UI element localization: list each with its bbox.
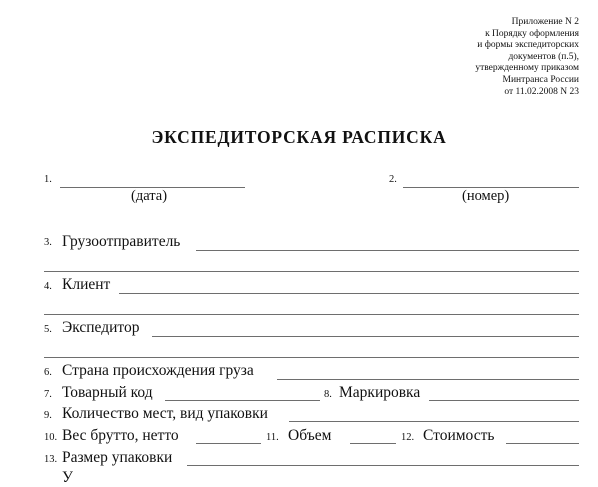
packages-label: Количество мест, вид упаковки bbox=[62, 405, 268, 422]
field-number-9: 9. bbox=[44, 410, 52, 421]
weight-label: Вес брутто, нетто bbox=[62, 427, 179, 444]
origin-country-field[interactable] bbox=[277, 379, 579, 380]
field-number-13: 13. bbox=[44, 454, 58, 465]
shipper-label: Грузоотправитель bbox=[62, 233, 181, 250]
value-field[interactable] bbox=[506, 443, 579, 444]
marking-label: Маркировка bbox=[339, 384, 421, 401]
field-number-12: 12. bbox=[401, 432, 415, 443]
field-number-11: 11. bbox=[266, 432, 279, 443]
package-size-label: Размер упаковки bbox=[62, 449, 173, 466]
field-number-1: 1. bbox=[44, 174, 52, 185]
field-number-4: 4. bbox=[44, 281, 52, 292]
forwarder-continuation-line[interactable] bbox=[44, 357, 579, 358]
forwarder-field[interactable] bbox=[152, 336, 579, 337]
package-size-field[interactable] bbox=[187, 465, 579, 466]
appendix-line: Приложение N 2 bbox=[511, 17, 579, 27]
commodity-code-field[interactable] bbox=[165, 400, 320, 401]
volume-field[interactable] bbox=[350, 443, 396, 444]
field-number-10: 10. bbox=[44, 432, 58, 443]
appendix-line: документов (п.5), bbox=[508, 51, 579, 62]
packages-field[interactable] bbox=[289, 421, 579, 422]
appendix-line: и формы экспедиторских bbox=[477, 40, 579, 51]
field-number-5: 5. bbox=[44, 324, 52, 335]
field-number-6: 6. bbox=[44, 367, 52, 378]
appendix-line: к Порядку оформления bbox=[485, 28, 579, 39]
cropped-text-fragment: У bbox=[62, 469, 73, 486]
appendix-note bbox=[475, 17, 579, 98]
field-number-7: 7. bbox=[44, 389, 52, 400]
appendix-line: утвержденному приказом bbox=[475, 63, 579, 74]
appendix-line: Минтранса России bbox=[502, 74, 579, 85]
appendix-line: от 11.02.2008 N 23 bbox=[504, 86, 579, 97]
shipper-continuation-line[interactable] bbox=[44, 271, 579, 272]
number-caption: (номер) bbox=[462, 188, 510, 204]
field-number-8: 8. bbox=[324, 389, 332, 400]
value-label: Стоимость bbox=[423, 427, 495, 444]
weight-field[interactable] bbox=[196, 443, 261, 444]
field-number-3: 3. bbox=[44, 237, 52, 248]
client-field[interactable] bbox=[119, 293, 579, 294]
date-caption: (дата) bbox=[131, 188, 168, 204]
commodity-code-label: Товарный код bbox=[62, 384, 153, 401]
document-title: ЭКСПЕДИТОРСКАЯ РАСПИСКА bbox=[151, 127, 447, 147]
client-label: Клиент bbox=[62, 276, 111, 293]
origin-country-label: Страна происхождения груза bbox=[62, 362, 254, 379]
volume-label: Объем bbox=[288, 427, 332, 444]
field-number-2: 2. bbox=[389, 174, 397, 185]
forwarder-label: Экспедитор bbox=[62, 319, 140, 336]
marking-field[interactable] bbox=[429, 400, 579, 401]
shipper-field[interactable] bbox=[196, 250, 579, 251]
client-continuation-line[interactable] bbox=[44, 314, 579, 315]
